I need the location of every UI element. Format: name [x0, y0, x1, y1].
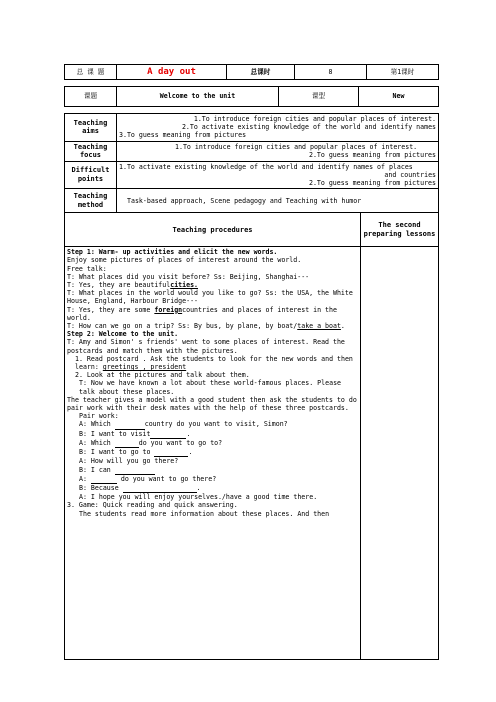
proc-text: A: Which [79, 438, 115, 447]
focus-1: 1.To introduce foreign cities and popular places of interest. [175, 142, 418, 151]
blank [115, 439, 139, 448]
topic-table [64, 86, 439, 107]
dialogue-line [67, 466, 358, 475]
keyword-foreign: foreign [154, 305, 183, 314]
proc-line: Enjoy some pictures of places of interest around the world. [67, 256, 302, 265]
difficult-1: 1.To activate existing knowledge of the world and identify names of places [119, 162, 413, 171]
dialogue-line [67, 475, 358, 484]
proc-text: A: [79, 474, 91, 483]
focus-content [117, 141, 439, 161]
dialogue-line: B: I want to visit . [79, 429, 191, 438]
step-2-heading: Step 2: Welcome to the unit. [67, 330, 179, 339]
header-row-2 [65, 87, 439, 107]
header-row-1 [65, 65, 439, 80]
dialogue-line: A: I hope you will enjoy yourselves./have a good time there. [79, 493, 318, 502]
header-table [64, 64, 439, 80]
proc-text: do you want to go to? [138, 438, 223, 447]
method-row [65, 189, 439, 213]
aim-3: 3.To guess meaning from pictures [119, 131, 247, 140]
lesson-plan [64, 64, 438, 660]
difficult-2: 2.To guess meaning from pictures [308, 179, 437, 188]
keyword-take-a-boat: take a boat [297, 322, 341, 331]
proc-text: . [340, 322, 345, 331]
dialogue-line: B: Because . [79, 483, 201, 492]
blank [123, 484, 197, 493]
dialogue-line [67, 420, 358, 429]
proc-text: country do you want to visit, Simon? [144, 420, 288, 429]
proc-line: The teacher gives a model with a good student then ask the students to do pair work with their desk mates with the help of these three postcards. [67, 395, 357, 413]
proc-line: T: What places did you visit before? Ss: Beijing, Shanghai--- [67, 272, 310, 281]
proc-line: Pair work: [79, 412, 119, 421]
focus-row [65, 141, 439, 161]
dialogue-line: A: How will you go there? [79, 457, 179, 466]
method-content: Task-based approach, Scene pedagogy and Teaching with humor [117, 189, 439, 213]
focus-label: Teaching focus [65, 141, 117, 161]
lesson-type-value: New [359, 87, 439, 107]
aims-label: Teaching aims [65, 114, 117, 142]
proc-text: B: I want to visit [79, 429, 151, 438]
procedures-heading: Teaching procedures [65, 213, 361, 247]
proc-text: T: Yes, they are some [67, 305, 155, 314]
proc-text: B: I can [79, 465, 115, 474]
new-words: greetings , president [102, 363, 187, 372]
blank [154, 448, 188, 457]
proc-line: Free talk: [67, 264, 107, 273]
keyword-cities: cities. [170, 281, 199, 290]
label-total-periods: 总课时 [227, 65, 295, 80]
focus-2: 2.To guess meaning from pictures [308, 151, 437, 160]
label-topic: 课题 [65, 87, 117, 107]
period-number: 第1课时 [367, 65, 439, 80]
aim-2: 2.To activate existing knowledge of the world and identify names [181, 123, 437, 132]
dialogue-line [67, 439, 358, 448]
difficult-content [117, 161, 439, 189]
proc-line [67, 281, 358, 289]
proc-text: countries and places of interest in the world. [67, 305, 337, 322]
blank [115, 420, 145, 429]
blank [91, 475, 117, 484]
proc-line: 3. Game: Quick reading and quick answering. [67, 501, 238, 510]
aims-row [65, 114, 439, 142]
proc-line [67, 355, 358, 371]
aims-content [117, 114, 439, 142]
proc-line: 2. Look at the pictures and talk about them. [75, 371, 250, 380]
label-lesson-type: 课型 [279, 87, 359, 107]
blank [150, 430, 186, 439]
proc-line: The students read more information about these places. And then [79, 509, 330, 518]
proc-text: do you want to go there? [116, 474, 217, 483]
proc-text: 1. Read postcard . Ask the students to look for the new words and then learn: [75, 354, 353, 372]
proc-text: T: How can we go on a trip? Ss: By bus, by plane, by boat/ [67, 322, 298, 331]
proc-line: T: Now we have known a lot about these world-famous places. Please talk about these places. [79, 379, 342, 396]
dialogue-line: B: I want to go to . [79, 448, 193, 457]
blank [115, 466, 155, 475]
proc-text: B: I want to go to [79, 448, 155, 457]
total-periods-value: 8 [295, 65, 367, 80]
difficult-label: Difficult points [65, 161, 117, 189]
lesson-topic: Welcome to the unit [117, 87, 279, 107]
proc-text: T: Yes, they are beautiful [67, 281, 171, 290]
proc-line [67, 306, 358, 322]
proc-line: T: What places in the world would you like to go? Ss: the USA, the White House, England, Harbour Bridge--- [67, 289, 353, 306]
procedures-row [65, 247, 439, 660]
step-1-heading: Step 1: Warm- up activities and elicit the new words. [67, 248, 278, 257]
difficult-row [65, 161, 439, 189]
second-preparing-content [361, 247, 439, 660]
proc-text: A: Which [79, 420, 115, 429]
plan-table [64, 113, 439, 660]
second-preparing-heading: The second preparing lessons [361, 213, 439, 247]
procedures-content [65, 247, 361, 660]
procedures-header-row [65, 213, 439, 247]
proc-text: B: Because [79, 483, 123, 492]
aim-1: 1.To introduce foreign cities and popular places of interest. [193, 115, 437, 123]
method-label: Teaching method [65, 189, 117, 213]
proc-line: T: Amy and Simon' s friends' went to some places of interest. Read the postcards and match them with the pictures. [67, 338, 345, 355]
difficult-1b: and countries [384, 170, 437, 179]
label-overall-topic: 总 课 题 [65, 65, 117, 80]
proc-line [67, 322, 358, 330]
unit-title: A day out [117, 65, 227, 80]
